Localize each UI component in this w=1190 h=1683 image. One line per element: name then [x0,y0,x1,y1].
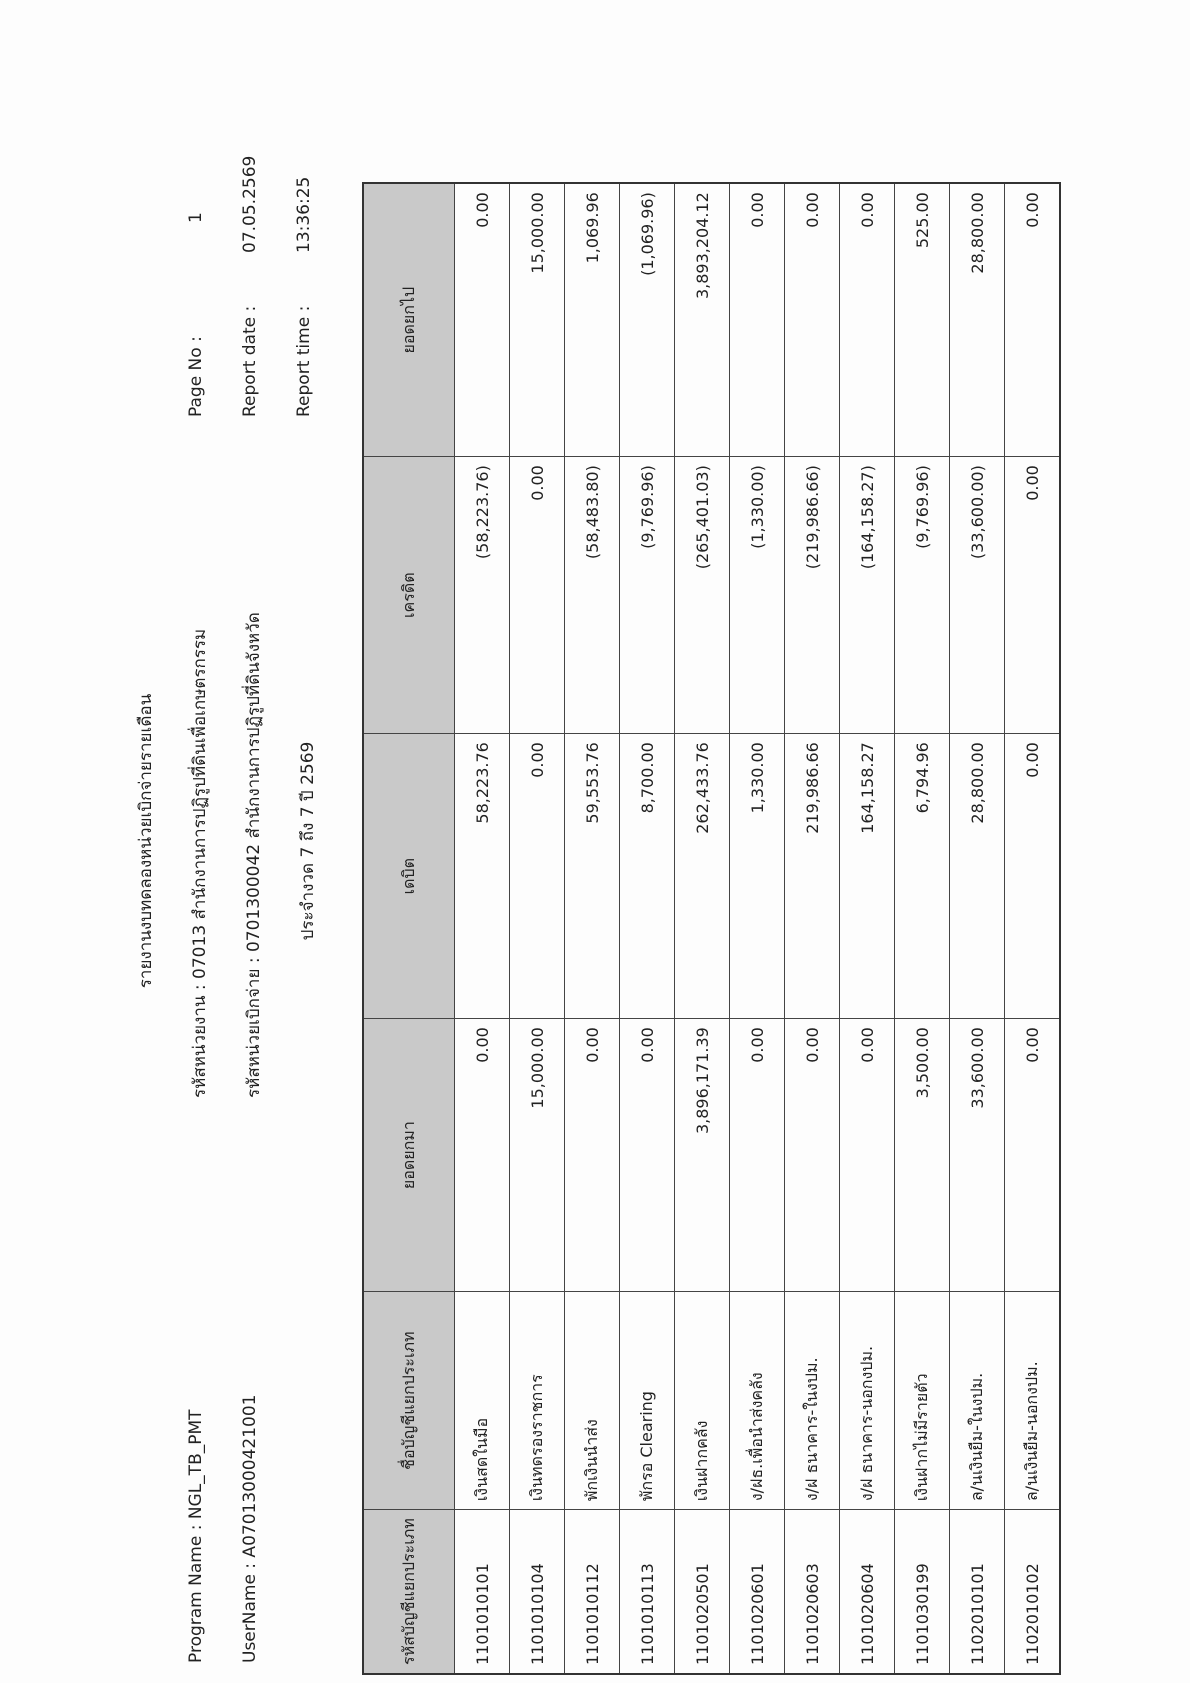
table-row [840,183,895,1674]
cell-closing-balance: 0.00 [455,183,510,457]
col-header-credit: เครดิต [363,457,455,734]
cell-account-code: 1101010101 [455,1510,510,1674]
cell-account-code: 1101030199 [895,1510,950,1674]
cell-closing-balance: 28,800.00 [950,183,1005,457]
cell-debit: 58,223.76 [455,734,510,1019]
cell-opening-balance: 0.00 [840,1019,895,1292]
cell-opening-balance: 33,600.00 [950,1019,1005,1292]
cell-account-code: 1101020501 [675,1510,730,1674]
cell-opening-balance: 0.00 [730,1019,785,1292]
period-line: ประจำงวด 7 ถึง 7 ปี 2569 [298,741,318,941]
cell-account-name: ง/ฝธ.เพื่อนำส่งคลัง [730,1292,785,1510]
cell-opening-balance: 0.00 [1005,1019,1061,1292]
table-row [510,183,565,1674]
cell-closing-balance: 0.00 [785,183,840,457]
cell-credit: 0.00 [1005,457,1061,734]
cell-account-name: เงินสดในมือ [455,1292,510,1510]
report-date-label: Report date : [240,305,260,417]
cell-account-name: พักเงินนำส่ง [565,1292,620,1510]
cell-account-code: 1101010113 [620,1510,675,1674]
cell-debit: 164,158.27 [840,734,895,1019]
table-body [455,183,1061,1674]
cell-credit: (58,223.76) [455,457,510,734]
cell-closing-balance: 0.00 [840,183,895,457]
cell-opening-balance: 15,000.00 [510,1019,565,1292]
cell-account-name: พักรอ Clearing [620,1292,675,1510]
cell-closing-balance: 15,000.00 [510,183,565,457]
cell-debit: 219,986.66 [785,734,840,1019]
page-no-label: Page No : [186,336,206,417]
cell-closing-balance: 0.00 [730,183,785,457]
cell-account-name: ล/นเงินยืม-ในงปม. [950,1292,1005,1510]
cell-debit: 1,330.00 [730,734,785,1019]
cell-opening-balance: 0.00 [785,1019,840,1292]
cell-credit: (33,600.00) [950,457,1005,734]
cell-opening-balance: 0.00 [455,1019,510,1292]
cell-closing-balance: 1,069.96 [565,183,620,457]
cell-debit: 28,800.00 [950,734,1005,1019]
cell-debit: 0.00 [510,734,565,1019]
cell-opening-balance: 3,500.00 [895,1019,950,1292]
col-header-account-name: ชื่อบัญชีแยกประเภท [363,1292,455,1510]
cell-debit: 59,553.76 [565,734,620,1019]
table-row [620,183,675,1674]
cell-account-code: 1102010102 [1005,1510,1061,1674]
col-header-account-code: รหัสบัญชีแยกประเภท [363,1510,455,1674]
cell-credit: (265,401.03) [675,457,730,734]
cell-closing-balance: 0.00 [1005,183,1061,457]
program-name: Program Name : NGL_TB_PMT [186,1409,206,1663]
cell-account-name: เงินฝากไม่มีรายตัว [895,1292,950,1510]
cell-account-code: 1102010101 [950,1510,1005,1674]
cell-account-code: 1101010112 [565,1510,620,1674]
table-header-row [363,183,455,1674]
col-header-opening-balance: ยอดยกมา [363,1019,455,1292]
disbursement-unit-line: รหัสหน่วยเบิกจ่าย : 0701300042 สำนักงานการปฏิรูปที่ดินจังหวัด [244,612,264,1098]
cell-credit: (58,483.80) [565,457,620,734]
report-date: 07.05.2569 [240,155,260,253]
trial-balance-table [362,182,1061,1675]
cell-closing-balance: 525.00 [895,183,950,457]
cell-account-code: 1101020603 [785,1510,840,1674]
table-row [675,183,730,1674]
cell-account-name: เงินฝากคลัง [675,1292,730,1510]
cell-account-name: ง/ฝ ธนาคาร-ในงปม. [785,1292,840,1510]
cell-credit: (1,330.00) [730,457,785,734]
report-title: รายงานงบทดลองหน่วยเบิกจ่ายรายเดือน [136,693,156,989]
col-header-closing-balance: ยอดยกไป [363,183,455,457]
cell-opening-balance: 0.00 [565,1019,620,1292]
cell-credit: (9,769.96) [895,457,950,734]
table-row [1005,183,1061,1674]
table-row [950,183,1005,1674]
table-row [455,183,510,1674]
cell-credit: 0.00 [510,457,565,734]
cell-opening-balance: 0.00 [620,1019,675,1292]
cell-debit: 8,700.00 [620,734,675,1019]
cell-account-name: เงินทดรองราชการ [510,1292,565,1510]
cell-opening-balance: 3,896,171.39 [675,1019,730,1292]
user-name: UserName : A07013000421001 [240,1394,260,1663]
cell-account-code: 1101010104 [510,1510,565,1674]
cell-debit: 6,794.96 [895,734,950,1019]
cell-credit: (9,769.96) [620,457,675,734]
col-header-debit: เดบิต [363,734,455,1019]
unit-line: รหัสหน่วยงาน : 07013 สำนักงานการปฏิรูปที่ดินเพื่อเกษตรกรรม [190,628,210,1098]
cell-account-code: 1101020601 [730,1510,785,1674]
table-row [895,183,950,1674]
cell-closing-balance: 3,893,204.12 [675,183,730,457]
cell-account-code: 1101020604 [840,1510,895,1674]
cell-debit: 0.00 [1005,734,1061,1019]
cell-account-name: ล/นเงินยืม-นอกงปม. [1005,1292,1061,1510]
cell-account-name: ง/ฝ ธนาคาร-นอกงปม. [840,1292,895,1510]
page-no: 1 [186,212,206,223]
cell-closing-balance: (1,069.96) [620,183,675,457]
cell-debit: 262,433.76 [675,734,730,1019]
report-time-label: Report time : [294,305,314,417]
table-row [730,183,785,1674]
table-row [785,183,840,1674]
report-time: 13:36:25 [294,176,314,253]
cell-credit: (219,986.66) [785,457,840,734]
table-row [565,183,620,1674]
cell-credit: (164,158.27) [840,457,895,734]
